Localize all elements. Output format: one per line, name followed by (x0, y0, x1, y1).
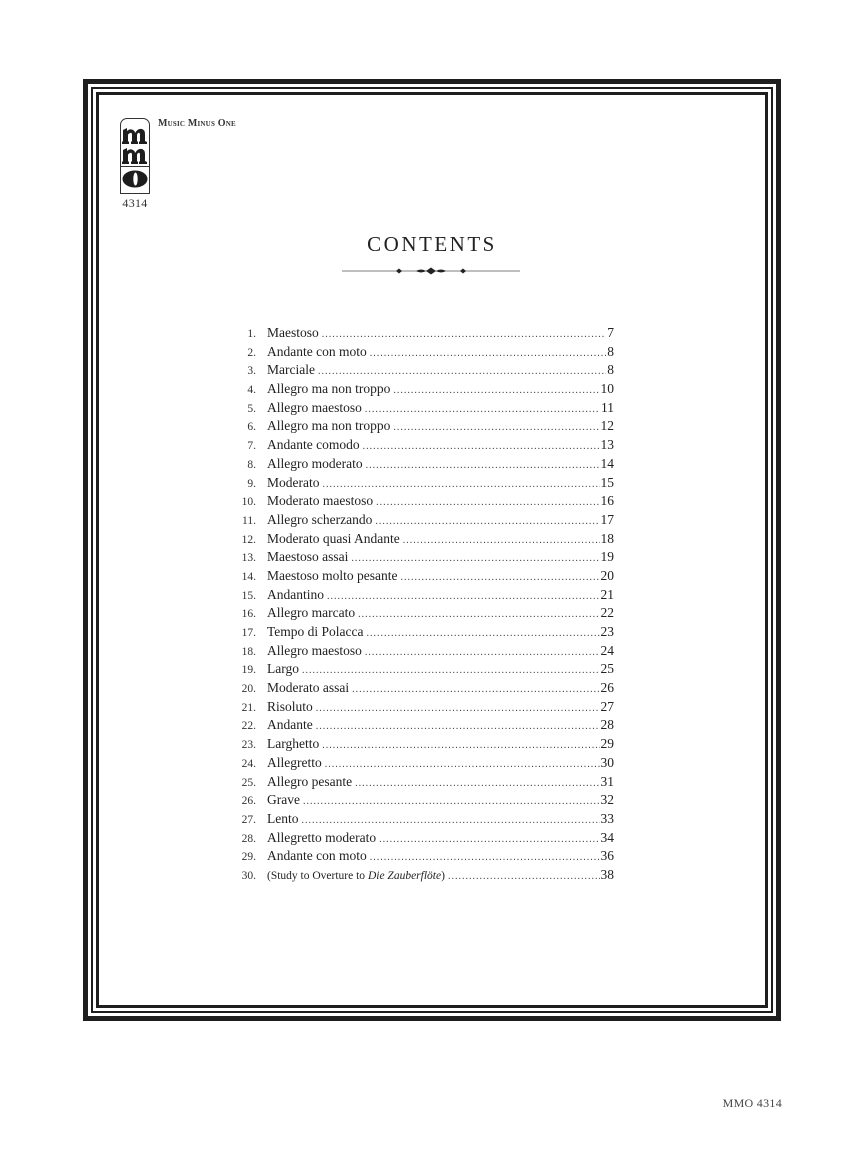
entry-number: 18. (241, 645, 256, 658)
entry-page: 12 (600, 418, 614, 434)
entry-page: 38 (600, 866, 614, 882)
dot-leader (358, 606, 599, 625)
logo-divider (120, 166, 150, 167)
contents-entry[interactable] (228, 735, 614, 754)
logo-m-glyph-icon (122, 127, 148, 144)
dot-leader (365, 401, 600, 420)
contents-entry[interactable] (228, 343, 614, 362)
entry-title: Moderato maestoso (267, 493, 374, 509)
entry-number: 9. (247, 477, 256, 490)
entry-page: 10 (600, 381, 614, 397)
contents-entry[interactable] (228, 866, 614, 885)
entry-number: 6. (247, 421, 256, 434)
contents-entry[interactable] (228, 847, 614, 866)
dot-leader (367, 625, 600, 644)
entry-number: 14. (241, 570, 256, 583)
dot-leader (352, 681, 599, 700)
entry-page: 34 (600, 829, 614, 845)
entry-number: 2. (247, 346, 256, 359)
entry-page: 11 (601, 399, 614, 415)
contents-entry[interactable] (228, 455, 614, 474)
entry-title: Allegro pesante (267, 773, 353, 789)
entry-number: 3. (247, 365, 256, 378)
entry-title: Maestoso (267, 325, 319, 340)
entry-title-italic: Die Zauberflöte (367, 869, 442, 882)
contents-entry[interactable] (228, 380, 614, 399)
entry-page: 8 (607, 343, 614, 359)
entry-title: Maestoso assai (267, 549, 349, 565)
entry-number: 27. (241, 813, 256, 826)
entry-page: 26 (600, 680, 614, 696)
entry-number: 8. (247, 458, 256, 471)
entry-title: Maestoso molto pesante (267, 567, 398, 583)
entry-title: Moderato (267, 474, 320, 490)
entry-number: 30. (241, 869, 256, 882)
dot-leader (322, 737, 599, 756)
entry-number: 4. (247, 384, 256, 397)
entry-page: 20 (600, 567, 614, 583)
entry-number: 17. (241, 627, 256, 639)
brand-name: Music Minus One (158, 118, 236, 129)
contents-entry[interactable] (228, 773, 614, 792)
entry-title: Allegretto (267, 754, 322, 770)
entry-number: 16. (241, 608, 256, 621)
entry-number: 26. (241, 795, 256, 808)
entry-title (267, 867, 445, 886)
entry-title: Larghetto (267, 736, 320, 752)
dot-leader (379, 831, 599, 850)
diamond-rule-ornament-icon (342, 264, 520, 278)
entry-title-suffix: ) (441, 869, 445, 882)
entry-number: 20. (241, 683, 256, 696)
entry-number: 29. (241, 851, 256, 864)
contents-entry[interactable] (228, 361, 614, 380)
entry-number: 24. (241, 757, 256, 770)
contents-entry[interactable] (228, 530, 614, 549)
entry-page: 17 (600, 511, 614, 527)
entry-number: 25. (241, 776, 256, 789)
contents-entry[interactable] (228, 623, 614, 642)
entry-page: 29 (600, 736, 614, 752)
entry-page: 24 (600, 642, 614, 658)
entry-title: Allegro ma non troppo (267, 381, 391, 397)
dot-leader (363, 438, 600, 457)
contents-entry[interactable] (228, 567, 614, 586)
contents-entry[interactable] (228, 660, 614, 679)
entry-page: 36 (600, 848, 614, 864)
entry-title: Largo (267, 661, 299, 677)
contents-entry[interactable] (228, 586, 614, 605)
dot-leader (325, 756, 600, 775)
contents-entry[interactable] (228, 810, 614, 829)
entry-title: Andante comodo (267, 437, 360, 453)
entry-number: 22. (241, 720, 256, 733)
entry-title: Allegro scherzando (267, 511, 373, 527)
entry-title: Grave (267, 792, 300, 808)
dot-leader (366, 457, 600, 476)
entry-title-prefix: (Study to Overture to (267, 869, 368, 882)
entry-page: 13 (600, 437, 614, 453)
entry-title: Moderato quasi Andante (267, 530, 400, 546)
entry-number: 7. (247, 440, 256, 453)
entry-page: 31 (600, 773, 614, 789)
entry-title: Lento (267, 810, 299, 826)
dot-leader (393, 382, 599, 401)
entry-number: 13. (241, 552, 256, 565)
entry-page: 18 (600, 530, 614, 546)
entry-title: Allegro moderato (267, 455, 363, 471)
logo-catalog-number: 4314 (122, 196, 148, 210)
contents-entry[interactable] (228, 492, 614, 511)
entry-number: 12. (241, 533, 256, 546)
entry-page: 22 (600, 605, 614, 621)
dot-leader (316, 718, 600, 737)
entry-title: Moderato assai (267, 680, 350, 696)
entry-number: 19. (241, 664, 256, 677)
contents-entry[interactable] (228, 474, 614, 493)
dot-leader (448, 868, 600, 887)
entry-page: 27 (600, 698, 614, 714)
entry-page: 23 (600, 624, 614, 639)
entry-title: Risoluto (267, 698, 313, 714)
dot-leader (370, 849, 600, 868)
entry-number: 15. (241, 589, 256, 602)
entry-page: 8 (607, 362, 614, 378)
entry-title: Marciale (267, 362, 315, 378)
dot-leader (365, 644, 600, 663)
dot-leader (327, 588, 600, 607)
contents-entry[interactable] (228, 417, 614, 436)
entry-title: Andante con moto (267, 848, 367, 864)
dot-leader (355, 775, 599, 794)
entry-title: Allegro maestoso (267, 399, 362, 415)
entry-number: 10. (241, 496, 256, 509)
entry-page: 25 (600, 661, 614, 677)
entry-page: 15 (600, 474, 614, 490)
entry-title: Andante (267, 717, 313, 733)
contents-entry[interactable] (228, 754, 614, 773)
dot-leader (370, 345, 607, 364)
entry-page: 19 (600, 549, 614, 565)
dot-leader (376, 494, 599, 513)
dot-leader (303, 793, 600, 812)
dot-leader (400, 569, 599, 588)
entry-page: 30 (600, 754, 614, 770)
contents-entry[interactable] (228, 791, 614, 810)
entry-number: 28. (241, 832, 256, 845)
entry-number: 23. (241, 739, 256, 752)
entry-page: 7 (607, 325, 614, 340)
entry-number: 21. (241, 701, 256, 714)
mmo-logo-icon (120, 118, 150, 194)
contents-list (228, 324, 614, 885)
entry-page: 14 (600, 455, 614, 471)
contents-entry[interactable] (228, 698, 614, 717)
entry-page: 32 (600, 792, 614, 808)
entry-page: 16 (600, 493, 614, 509)
contents-entry[interactable] (228, 548, 614, 567)
contents-entry[interactable] (228, 604, 614, 623)
entry-page: 28 (600, 717, 614, 733)
entry-page: 33 (600, 810, 614, 826)
logo-o-glyph-icon (122, 170, 148, 188)
page-title: CONTENTS (367, 232, 497, 256)
contents-entry[interactable] (228, 679, 614, 698)
dot-leader (393, 419, 599, 438)
entry-number: 1. (247, 328, 256, 340)
catalog-code-footer: MMO 4314 (722, 1096, 782, 1110)
entry-title: Allegro ma non troppo (267, 418, 391, 434)
entry-number: 5. (247, 402, 256, 415)
dot-leader (316, 700, 600, 719)
contents-entry[interactable] (228, 829, 614, 848)
entry-title: Allegretto moderato (267, 829, 377, 845)
contents-entry[interactable] (228, 399, 614, 418)
contents-entry[interactable] (228, 324, 614, 343)
dot-leader (403, 532, 600, 551)
entry-number: 11. (242, 514, 256, 527)
contents-entry[interactable] (228, 642, 614, 661)
contents-entry[interactable] (228, 511, 614, 530)
entry-page: 21 (600, 586, 614, 602)
entry-title: Andantino (267, 586, 324, 602)
entry-title: Allegro marcato (267, 605, 356, 621)
dot-leader (375, 513, 599, 532)
entry-title: Andante con moto (267, 343, 367, 359)
contents-entry[interactable] (228, 716, 614, 735)
logo-m-glyph-icon (122, 147, 148, 164)
contents-entry[interactable] (228, 436, 614, 455)
entry-title: Allegro maestoso (267, 642, 362, 658)
entry-title: Tempo di Polacca (267, 624, 364, 639)
